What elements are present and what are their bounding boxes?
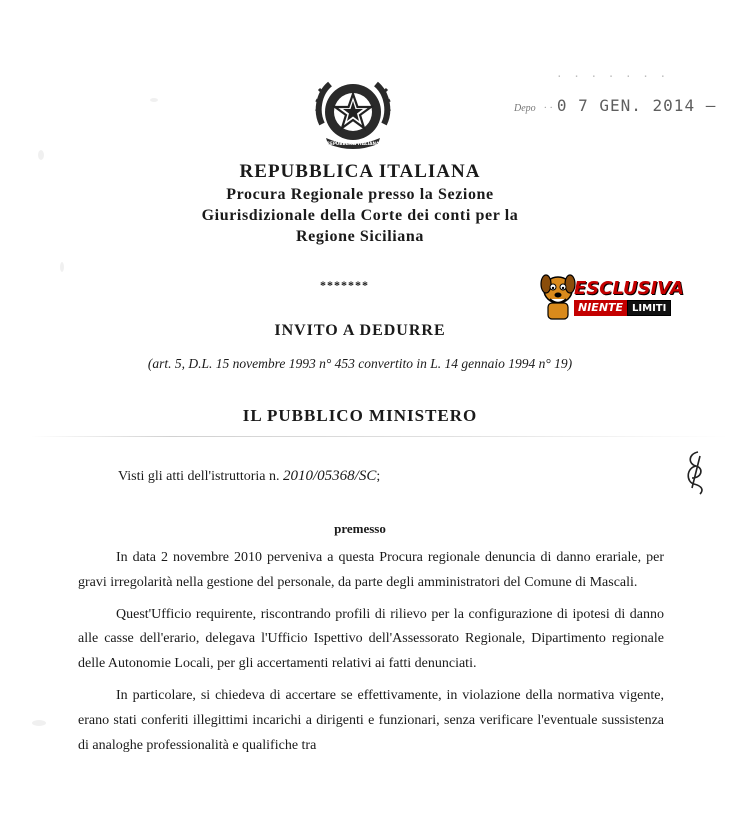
body-text — [78, 546, 664, 765]
deposit-stamp — [514, 96, 716, 116]
document-header — [60, 160, 660, 247]
visti-line — [118, 468, 380, 485]
scan-smudge — [32, 720, 46, 726]
document-subtitle: (art. 5, D.L. 15 novembre 1993 n° 453 convertito in L. 14 gennaio 1994 n° 19) — [147, 356, 573, 371]
stamp-prefix: Depo — [514, 103, 536, 114]
scan-smudge — [60, 262, 64, 272]
badge-subtitle-left: NIENTE — [574, 300, 627, 316]
header-office-line3: Regione Siciliana — [296, 228, 424, 245]
stamp-faint-text: · · · · · · · — [556, 70, 669, 83]
scan-smudge — [150, 98, 158, 102]
separator-stars: ******* — [320, 278, 369, 292]
document-title: INVITO A DEDURRE — [274, 322, 446, 339]
badge-title: ESCLUSIVA — [574, 278, 684, 299]
header-office-line2: Giurisdizionale della Corte dei conti per la — [201, 207, 519, 224]
paragraph-1: In data 2 novembre 2010 perveniva a questa Procura regionale denuncia di danno erariale, per gravi irregolarità nella gestione del personale, da parte degli amministratori del Comune di Mascali. — [78, 550, 664, 590]
cartoon-dog-icon — [538, 270, 578, 322]
scan-line — [30, 436, 730, 437]
paragraph-2: Quest'Ufficio requirente, riscontrando profili di rilievo per la configurazione di ipotesi di danno alle casse dell'erario, delegava l'Ufficio Ispettivo dell'Assessorato Regionale, Dipartimento regionale delle Autonomie Locali, per gli accertamenti relativi ai fatti denunciati. — [78, 606, 664, 672]
scan-smudge — [38, 150, 44, 160]
badge-subtitle-right: LIMITI — [627, 300, 671, 316]
header-republic: REPUBBLICA ITALIANA — [239, 161, 481, 182]
premesso-heading: premesso — [334, 521, 386, 536]
italian-republic-emblem — [312, 72, 394, 154]
visti-end: ; — [376, 469, 381, 484]
visti-number: 2010/05368/SC — [283, 468, 377, 484]
header-office-line1: Procura Regionale presso la Sezione — [226, 186, 494, 203]
section-heading: IL PUBBLICO MINISTERO — [242, 406, 478, 425]
margin-initials-signature — [680, 448, 712, 496]
stamp-dots: · · — [543, 103, 553, 114]
esclusiva-badge — [538, 270, 688, 322]
stamp-date: 0 7 GEN. 2014 — — [556, 96, 717, 115]
emblem-motto: REPUBBLICA ITALIANA — [326, 141, 380, 146]
badge-subtitle-row — [574, 300, 671, 316]
visti-text: Visti gli atti dell'istruttoria n. — [118, 469, 283, 484]
paragraph-3: In particolare, si chiedeva di accertare se effettivamente, in violazione della normativa vigente, erano stati conferiti illegittimi incarichi a dirigenti e funzionari, senza verificare l'eventuale sussistenza di analoghe professionalità e qualifiche tra — [78, 687, 664, 753]
